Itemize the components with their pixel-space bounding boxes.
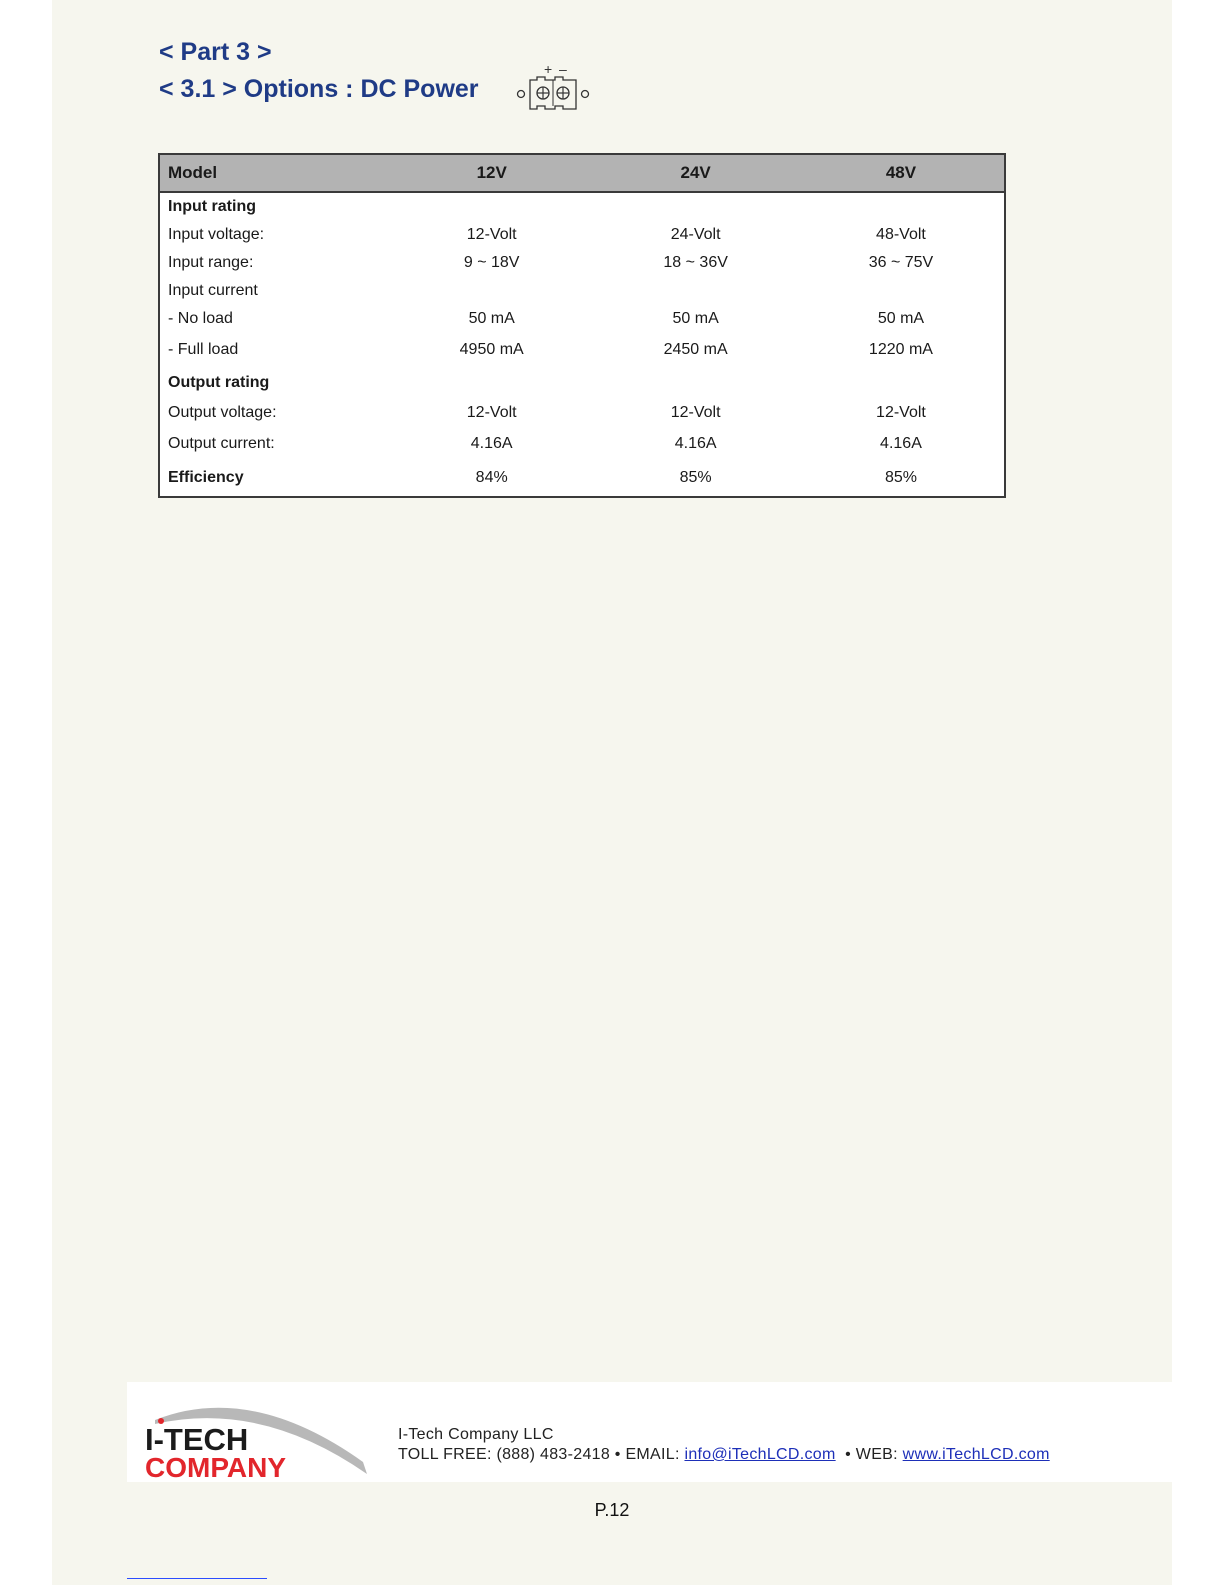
table-row <box>159 333 1005 366</box>
cell <box>593 192 798 221</box>
cell: 18 ~ 36V <box>593 249 798 277</box>
row-label: - Full load <box>159 333 390 366</box>
cell <box>798 277 1005 305</box>
cell: 85% <box>593 460 798 497</box>
table-row <box>159 399 1005 427</box>
table-row <box>159 305 1005 333</box>
cell <box>390 192 593 221</box>
table-header-row <box>159 154 1005 192</box>
cell <box>798 366 1005 399</box>
web-link[interactable]: www.iTechLCD.com <box>902 1446 1050 1463</box>
cell <box>390 366 593 399</box>
part-heading: < Part 3 > <box>159 38 272 66</box>
header-24v: 24V <box>593 154 798 192</box>
logo-text-company: COMPANY <box>145 1452 287 1480</box>
cell: 4950 mA <box>390 333 593 366</box>
table-row <box>159 277 1005 305</box>
row-label: Input voltage: <box>159 221 390 249</box>
bottom-rule <box>127 1578 267 1579</box>
table-row <box>159 249 1005 277</box>
cell: 50 mA <box>593 305 798 333</box>
table-row <box>159 460 1005 497</box>
table-row <box>159 366 1005 399</box>
row-label: Output rating <box>159 366 390 399</box>
company-logo <box>141 1390 371 1480</box>
cell <box>593 277 798 305</box>
cell: 85% <box>798 460 1005 497</box>
cell: 4.16A <box>593 427 798 460</box>
cell: 84% <box>390 460 593 497</box>
cell: 2450 mA <box>593 333 798 366</box>
cell <box>390 277 593 305</box>
cell: 12-Volt <box>390 399 593 427</box>
row-label: Input current <box>159 277 390 305</box>
company-name: I-Tech Company LLC <box>398 1426 554 1443</box>
table-row <box>159 427 1005 460</box>
cell: 12-Volt <box>798 399 1005 427</box>
cell: 50 mA <box>390 305 593 333</box>
footer <box>127 1382 1172 1482</box>
table-row <box>159 192 1005 221</box>
cell: 4.16A <box>798 427 1005 460</box>
row-label: Input rating <box>159 192 390 221</box>
document-page <box>52 0 1172 1585</box>
cell: 24-Volt <box>593 221 798 249</box>
cell: 9 ~ 18V <box>390 249 593 277</box>
cell: 12-Volt <box>390 221 593 249</box>
row-label: Output current: <box>159 427 390 460</box>
header-model: Model <box>159 154 390 192</box>
dc-terminal-icon <box>515 60 591 116</box>
web-label: • WEB: <box>845 1446 898 1463</box>
minus-sign: – <box>559 61 567 77</box>
cell: 12-Volt <box>593 399 798 427</box>
email-link[interactable]: info@iTechLCD.com <box>684 1446 836 1463</box>
cell: 1220 mA <box>798 333 1005 366</box>
page-number: P.12 <box>594 1500 630 1520</box>
table-row <box>159 221 1005 249</box>
cell: 50 mA <box>798 305 1005 333</box>
cell: 36 ~ 75V <box>798 249 1005 277</box>
row-label: Output voltage: <box>159 399 390 427</box>
cell <box>798 192 1005 221</box>
plus-sign: + <box>544 61 553 77</box>
logo-text-itech: I-TECH <box>145 1422 249 1457</box>
header-48v: 48V <box>798 154 1005 192</box>
row-label: Efficiency <box>159 460 390 497</box>
cell <box>593 366 798 399</box>
contact-line <box>398 1446 1050 1464</box>
cell: 48-Volt <box>798 221 1005 249</box>
row-label: - No load <box>159 305 390 333</box>
dc-power-spec-table <box>158 153 1006 498</box>
section-heading: < 3.1 > Options : DC Power <box>159 75 479 103</box>
row-label: Input range: <box>159 249 390 277</box>
cell: 4.16A <box>390 427 593 460</box>
toll-free-text: TOLL FREE: (888) 483-2418 • EMAIL: <box>398 1446 680 1463</box>
header-12v: 12V <box>390 154 593 192</box>
